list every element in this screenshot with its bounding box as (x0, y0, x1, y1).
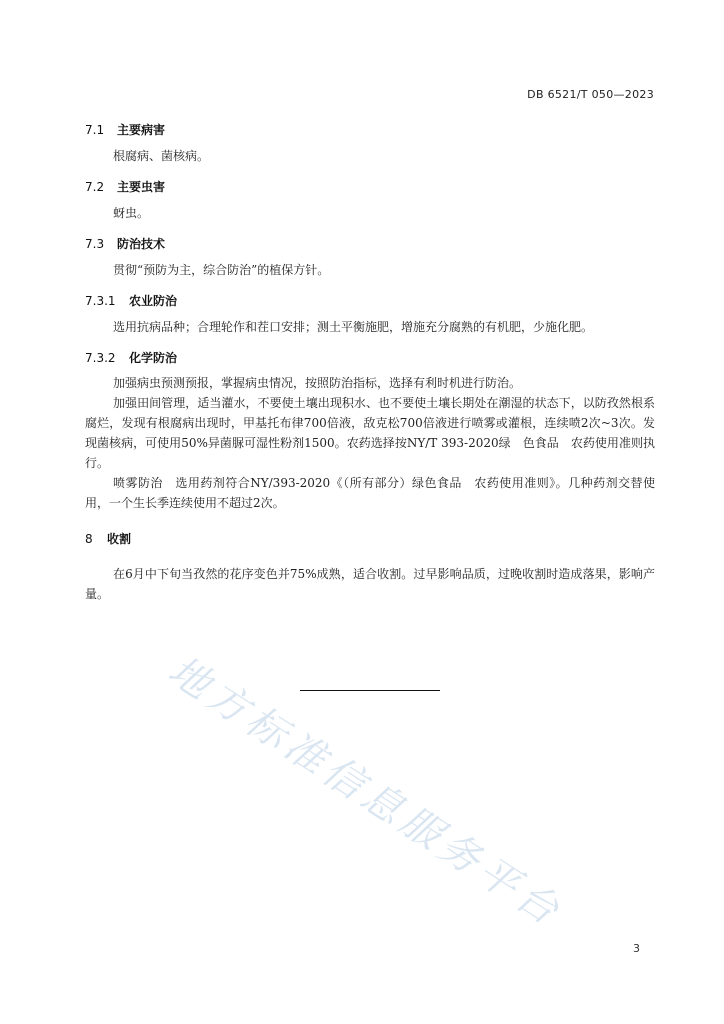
section-number: 7.2 (85, 180, 105, 194)
paragraph-diseases: 根腐病、菌核病。 (113, 149, 210, 163)
standard-code: DB 6521/T 050—2023 (527, 88, 654, 101)
paragraph-harvest: 在6月中下旬当孜然的花序变色并75%成熟，适合收割。过早影响品质，过晚收割时造成落果，影响产量。 (85, 567, 655, 601)
section-heading-7-3-1 (85, 292, 177, 309)
section-heading-7-3 (85, 235, 165, 252)
paragraph-field-management: 加强田间管理，适当灌水，不要使土壤出现积水、也不要使土壤长期处在潮湿的状态下，以防孜然根系腐烂，发现有根腐病出现时，甲基托布律700倍液，敌克松700倍液进行喷雾或灌根，连续喷2次~3次。发现菌核病，可使用50%异菌脲可湿性粉剂1500。农药选择按NY/T 393-2020绿 色食品 农药使用准则执行。 (85, 396, 655, 470)
paragraph-pests: 蚜虫。 (113, 206, 150, 220)
section-number: 7.3.1 (85, 294, 116, 308)
section-title: 化学防治 (129, 351, 178, 365)
section-number: 7.1 (85, 123, 105, 137)
section-heading-7-2 (85, 178, 165, 195)
end-rule (300, 690, 440, 691)
section-number: 7.3.2 (85, 351, 116, 365)
section-title: 防治技术 (117, 237, 166, 251)
section-heading-7-1 (85, 121, 165, 138)
page-number: 3 (633, 942, 640, 955)
paragraph-forecast: 加强病虫预测预报，掌握病虫情况，按照防治指标，选择有利时机进行防治。 (113, 376, 522, 390)
paragraph-control-policy: 贯彻“预防为主，综合防治”的植保方针。 (113, 263, 330, 277)
section-title: 收割 (107, 532, 132, 546)
section-title: 农业防治 (129, 294, 178, 308)
section-heading-7-3-2 (85, 349, 177, 366)
section-title: 主要虫害 (117, 180, 166, 194)
section-heading-8 (85, 530, 131, 547)
section-number: 7.3 (85, 237, 105, 251)
paragraph-spray-control: 喷雾防治 选用药剂符合NY/393-2020《（所有部分）绿色食品 农药使用准则》。几种药剂交替使用，一个生长季连续使用不超过2次。 (85, 476, 655, 510)
watermark: 地方标准信息服务平台 (160, 647, 571, 937)
section-title: 主要病害 (117, 123, 166, 137)
section-number: 8 (85, 532, 93, 546)
paragraph-agricultural-control: 选用抗病品种；合理轮作和茬口安排；测土平衡施肥，增施充分腐熟的有机肥，少施化肥。 (113, 320, 594, 334)
